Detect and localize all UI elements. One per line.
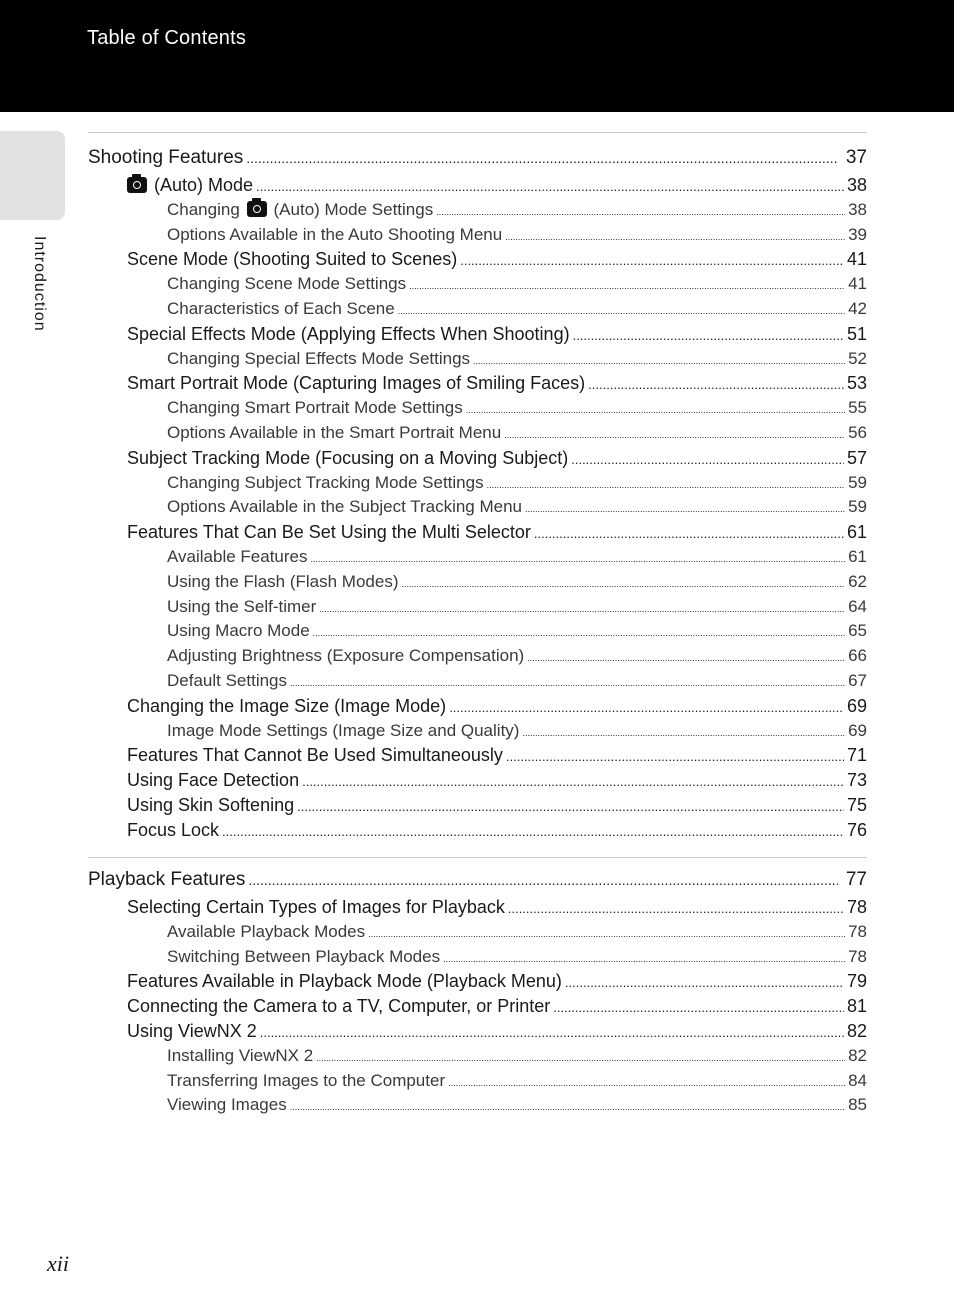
toc-entry-title: Changing Scene Mode Settings [167, 274, 407, 294]
toc-entry-title: Scene Mode (Shooting Suited to Scenes) [127, 249, 458, 270]
toc-entry[interactable] [88, 994, 867, 1019]
toc-page-number: 65 [848, 621, 867, 641]
dot-leader [508, 897, 844, 922]
toc-entry-title: Transferring Images to the Computer [167, 1070, 446, 1090]
toc-page-number: 64 [848, 596, 867, 616]
toc-subentry[interactable] [88, 495, 867, 520]
header-bar [0, 0, 954, 112]
toc-entry-title: Using the Flash (Flash Modes) [167, 571, 399, 591]
toc-subentry[interactable] [88, 920, 867, 945]
dot-leader [290, 671, 845, 696]
toc-entry[interactable] [88, 895, 867, 920]
toc-page-number: 77 [845, 869, 867, 890]
toc-page-number: 66 [848, 646, 867, 666]
toc-entry-title: Connecting the Camera to a TV, Computer, or Printer [127, 996, 551, 1017]
toc-entry-title [167, 198, 433, 223]
toc-subentry[interactable] [88, 347, 867, 372]
toc-entry-title: Changing Smart Portrait Mode Settings [167, 398, 463, 418]
toc-entry-title: Special Effects Mode (Applying Effects When Shooting) [127, 323, 570, 344]
toc-subentry[interactable] [88, 619, 867, 644]
toc-subentry[interactable] [88, 595, 867, 620]
side-tab-label: Introduction [31, 236, 48, 332]
toc-entry-title: Options Available in the Smart Portrait Menu [167, 422, 502, 442]
toc-subentry[interactable] [88, 223, 867, 248]
toc-entry-text: (Auto) Mode [154, 175, 254, 195]
toc-page-number: 78 [848, 921, 867, 941]
toc-page-number: 42 [848, 298, 867, 318]
toc-subentry[interactable] [88, 719, 867, 744]
toc-entry-title [127, 173, 253, 198]
toc-page-number: 79 [846, 971, 867, 992]
toc-entry-title: Characteristics of Each Scene [167, 298, 395, 318]
dot-leader [571, 448, 844, 473]
dot-leader [398, 299, 845, 324]
toc-page-number: 59 [848, 497, 867, 517]
toc-entry[interactable] [88, 247, 867, 272]
toc-entry-title: Smart Portrait Mode (Capturing Images of Smiling Faces) [127, 373, 586, 394]
toc-entry-title: Available Features [167, 546, 308, 566]
toc-subentry[interactable] [88, 644, 867, 669]
toc-entry[interactable] [88, 371, 867, 396]
toc-entry[interactable] [88, 793, 867, 818]
toc-page-number: 62 [848, 571, 867, 591]
dot-leader [473, 349, 845, 374]
toc-page-number: 78 [848, 946, 867, 966]
dot-leader [565, 971, 844, 996]
toc-entry[interactable] [88, 768, 867, 793]
toc-entry[interactable] [88, 520, 867, 545]
toc-page-number: 69 [846, 695, 867, 716]
toc-section-playback [88, 857, 867, 1118]
dot-leader [449, 696, 844, 721]
dot-leader [290, 1095, 845, 1120]
toc-chapter[interactable] [88, 865, 867, 895]
toc-page-number: 71 [846, 745, 867, 766]
toc-page-number: 84 [848, 1070, 867, 1090]
toc-entry[interactable] [88, 969, 867, 994]
dot-leader [436, 200, 845, 225]
toc-entry-title: Playback Features [88, 869, 246, 890]
toc-page-number: 61 [848, 546, 867, 566]
toc-page-number: 85 [848, 1095, 867, 1115]
toc-entry[interactable] [88, 173, 867, 198]
dot-leader [409, 274, 845, 299]
page-number: xii [47, 1251, 69, 1276]
dot-leader [506, 745, 844, 770]
toc-subentry[interactable] [88, 198, 867, 223]
toc-entry[interactable] [88, 446, 867, 471]
toc-subentry[interactable] [88, 272, 867, 297]
toc-section-shooting [88, 132, 867, 843]
toc-subentry[interactable] [88, 297, 867, 322]
toc-entry-title: Viewing Images [167, 1095, 287, 1115]
toc-entry-title: Changing Special Effects Mode Settings [167, 348, 471, 368]
toc-entry-title: Installing ViewNX 2 [167, 1045, 314, 1065]
dot-leader [460, 249, 844, 274]
toc-entry-title: Focus Lock [127, 819, 220, 840]
toc-entry-title: Default Settings [167, 670, 288, 690]
toc-entry[interactable] [88, 818, 867, 843]
toc-chapter[interactable] [88, 143, 867, 173]
toc-entry-title: Changing the Image Size (Image Mode) [127, 695, 447, 716]
toc-page-number: 37 [845, 147, 867, 168]
dot-leader [368, 922, 845, 947]
toc-entry-title: Options Available in the Auto Shooting Menu [167, 224, 503, 244]
toc-entry[interactable] [88, 322, 867, 347]
toc-entry-title: Options Available in the Subject Tracking Menu [167, 497, 523, 517]
dot-leader [313, 621, 845, 646]
toc-page-number: 52 [848, 348, 867, 368]
toc-entry-title: Shooting Features [88, 147, 244, 168]
toc-entry-title: Subject Tracking Mode (Focusing on a Moving Subject) [127, 447, 569, 468]
toc-subentry[interactable] [88, 1093, 867, 1118]
toc-page-number: 51 [846, 323, 867, 344]
toc-entry[interactable] [88, 1019, 867, 1044]
dot-leader [466, 398, 845, 423]
dot-leader [222, 820, 844, 845]
toc-page-number: 82 [848, 1045, 867, 1065]
side-tab[interactable] [0, 131, 65, 220]
toc-entry[interactable] [88, 694, 867, 719]
toc-subentry[interactable] [88, 1069, 867, 1094]
toc-page-number: 69 [848, 720, 867, 740]
toc-subentry[interactable] [88, 945, 867, 970]
dot-leader [505, 225, 845, 250]
toc-entry-title: Available Playback Modes [167, 921, 366, 941]
toc-page-number: 67 [848, 670, 867, 690]
toc-subentry[interactable] [88, 669, 867, 694]
dot-leader [573, 324, 844, 349]
dot-leader [443, 947, 845, 972]
toc-page-number: 41 [848, 274, 867, 294]
toc-subentry[interactable] [88, 396, 867, 421]
toc-entry-title: Features Available in Playback Mode (Playback Menu) [127, 971, 562, 992]
dot-leader [401, 572, 845, 597]
dot-leader [248, 865, 838, 895]
dot-leader [588, 373, 844, 398]
toc-page-number: 38 [846, 175, 867, 195]
toc-entry-title: Features That Cannot Be Used Simultaneously [127, 745, 503, 766]
toc-page-number: 76 [846, 819, 867, 840]
dot-leader [522, 721, 845, 746]
dot-leader [319, 597, 845, 622]
toc-entry-title: Adjusting Brightness (Exposure Compensation) [167, 646, 525, 666]
toc-page-number: 39 [848, 224, 867, 244]
toc-entry-title: Using the Self-timer [167, 596, 317, 616]
toc-page-number: 82 [846, 1020, 867, 1041]
toc-entry-title: Selecting Certain Types of Images for Playback [127, 897, 505, 917]
toc-entry-text: Changing [167, 199, 245, 219]
camera-icon [127, 177, 147, 193]
dot-leader [297, 795, 844, 820]
toc-entry-title: Features That Can Be Set Using the Multi Selector [127, 522, 531, 543]
toc-page-number: 41 [846, 249, 867, 270]
toc-page-number: 56 [848, 422, 867, 442]
toc-subentry[interactable] [88, 545, 867, 570]
toc-entry-title: Using Skin Softening [127, 794, 295, 815]
toc-entry-text-after: (Auto) Mode Settings [273, 199, 434, 219]
toc-entry-title: Switching Between Playback Modes [167, 946, 441, 966]
toc-entry-title: Using Face Detection [127, 770, 300, 791]
dot-leader [448, 1071, 845, 1096]
toc-entry-title: Image Mode Settings (Image Size and Quality) [167, 720, 520, 740]
dot-leader [302, 770, 844, 795]
dot-leader [525, 497, 845, 522]
dot-leader [527, 646, 845, 671]
dot-leader [260, 1021, 844, 1046]
toc-entry-title: Using Macro Mode [167, 621, 310, 641]
camera-icon [247, 201, 267, 217]
toc-page-number: 55 [848, 398, 867, 418]
toc-page-number: 81 [846, 996, 867, 1017]
dot-leader [256, 175, 844, 200]
toc-subentry[interactable] [88, 471, 867, 496]
toc-page-number: 38 [848, 199, 867, 219]
dot-leader [487, 473, 846, 498]
toc-subentry[interactable] [88, 421, 867, 446]
toc-entry-title: Using ViewNX 2 [127, 1020, 257, 1041]
toc-page-number: 53 [846, 373, 867, 394]
dot-leader [534, 522, 844, 547]
toc-page-number: 59 [848, 472, 867, 492]
toc-entry[interactable] [88, 743, 867, 768]
dot-leader [311, 547, 846, 572]
toc-entry-title: Changing Subject Tracking Mode Settings [167, 472, 484, 492]
toc-subentry[interactable] [88, 570, 867, 595]
dot-leader [316, 1046, 845, 1071]
dot-leader [553, 996, 844, 1021]
toc-page-number: 61 [846, 522, 867, 543]
page-title: Table of Contents [87, 27, 247, 49]
toc-subentry[interactable] [88, 1044, 867, 1069]
toc-page-number: 73 [846, 770, 867, 791]
toc-page-number: 78 [846, 897, 867, 917]
dot-leader [246, 143, 838, 173]
toc-page-number: 57 [846, 447, 867, 468]
dot-leader [504, 423, 845, 448]
toc-page-number: 75 [846, 794, 867, 815]
